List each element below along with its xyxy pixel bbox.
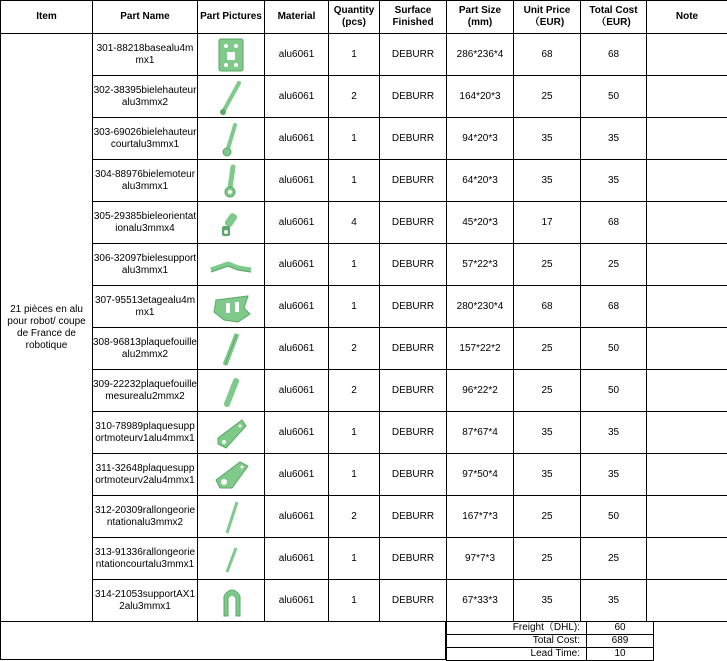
material-cell: alu6061 (265, 244, 329, 286)
header-part-name: Part Name (93, 1, 198, 34)
table-row (1, 76, 727, 118)
unit-price-cell: 35 (514, 454, 581, 496)
part-size-cell: 97*50*4 (447, 454, 514, 496)
total-cost-cell: 50 (581, 370, 647, 412)
quantity-cell: 1 (329, 286, 380, 328)
quantity-cell: 2 (329, 328, 380, 370)
freight-value: 60 (587, 622, 654, 635)
header-part-size: Part Size (mm) (447, 1, 514, 34)
unit-price-cell: 17 (514, 202, 581, 244)
table-row (1, 580, 727, 622)
part-name-cell: 306-32097bielesupportalu3mmx1 (93, 244, 198, 286)
note-cell (647, 76, 727, 118)
long-rod-icon (202, 78, 260, 116)
total-cost-cell: 50 (581, 76, 647, 118)
note-cell (647, 118, 727, 160)
part-picture-cell (198, 538, 265, 580)
part-picture-cell (198, 286, 265, 328)
note-cell (647, 454, 727, 496)
material-cell: alu6061 (265, 34, 329, 76)
table-row (1, 496, 727, 538)
part-size-cell: 64*20*3 (447, 160, 514, 202)
part-picture-cell (198, 412, 265, 454)
table-row (1, 454, 727, 496)
unit-price-cell: 68 (514, 286, 581, 328)
material-cell: alu6061 (265, 286, 329, 328)
totals-footer (0, 621, 727, 660)
unit-price-cell: 25 (514, 76, 581, 118)
table-row (1, 34, 727, 76)
part-picture-cell (198, 118, 265, 160)
extension-short-icon (202, 540, 260, 578)
part-size-cell: 87*67*4 (447, 412, 514, 454)
quantity-cell: 1 (329, 118, 380, 160)
part-name-cell: 301-88218basealu4mmx1 (93, 34, 198, 76)
table-row (1, 118, 727, 160)
part-name-cell: 302-38395bielehauteuralu3mmx2 (93, 76, 198, 118)
note-cell (647, 412, 727, 454)
totals-table (446, 621, 654, 661)
table-row (1, 370, 727, 412)
part-size-cell: 280*230*4 (447, 286, 514, 328)
ax12-support-icon (202, 582, 260, 620)
total-cost-label: Total Cost: (447, 635, 587, 648)
quantity-cell: 2 (329, 76, 380, 118)
surface-finish-cell: DEBURR (380, 286, 447, 328)
note-cell (647, 496, 727, 538)
motor-plate-v1-icon (202, 414, 260, 452)
part-size-cell: 164*20*3 (447, 76, 514, 118)
total-cost-cell: 35 (581, 160, 647, 202)
part-name-cell: 314-21053supportAX12alu3mmx1 (93, 580, 198, 622)
part-size-cell: 157*22*2 (447, 328, 514, 370)
header-part-pictures: Part Pictures (198, 1, 265, 34)
total-cost-cell: 50 (581, 496, 647, 538)
quantity-cell: 1 (329, 34, 380, 76)
header-row (1, 1, 727, 34)
material-cell: alu6061 (265, 496, 329, 538)
header-item: Item (1, 1, 93, 34)
material-cell: alu6061 (265, 202, 329, 244)
table-row (1, 412, 727, 454)
note-cell (647, 538, 727, 580)
material-cell: alu6061 (265, 454, 329, 496)
material-cell: alu6061 (265, 160, 329, 202)
lead-time-label: Lead Time: (447, 648, 587, 661)
part-name-cell: 308-96813plaquefouillealu2mmx2 (93, 328, 198, 370)
part-picture-cell (198, 160, 265, 202)
part-picture-cell (198, 202, 265, 244)
table-row (1, 328, 727, 370)
surface-finish-cell: DEBURR (380, 34, 447, 76)
short-strip-icon (202, 372, 260, 410)
note-cell (647, 202, 727, 244)
surface-finish-cell: DEBURR (380, 370, 447, 412)
part-size-cell: 167*7*3 (447, 496, 514, 538)
quantity-cell: 1 (329, 244, 380, 286)
quantity-cell: 1 (329, 538, 380, 580)
part-size-cell: 45*20*3 (447, 202, 514, 244)
table-row (1, 244, 727, 286)
freight-row (447, 622, 654, 635)
part-size-cell: 96*22*2 (447, 370, 514, 412)
note-cell (647, 160, 727, 202)
unit-price-cell: 25 (514, 328, 581, 370)
part-picture-cell (198, 370, 265, 412)
material-cell: alu6061 (265, 538, 329, 580)
part-name-cell: 310-78989plaquesupportmoteurv1alu4mmx1 (93, 412, 198, 454)
note-cell (647, 370, 727, 412)
motor-link-icon (202, 162, 260, 200)
part-size-cell: 94*20*3 (447, 118, 514, 160)
part-name-cell: 307-95513etagealu4mmx1 (93, 286, 198, 328)
unit-price-cell: 35 (514, 118, 581, 160)
extension-long-icon (202, 498, 260, 536)
note-cell (647, 328, 727, 370)
surface-finish-cell: DEBURR (380, 412, 447, 454)
unit-price-cell: 35 (514, 160, 581, 202)
total-cost-cell: 35 (581, 118, 647, 160)
surface-finish-cell: DEBURR (380, 76, 447, 118)
header-quantity: Quantity (pcs) (329, 1, 380, 34)
surface-finish-cell: DEBURR (380, 328, 447, 370)
total-cost-cell: 25 (581, 538, 647, 580)
part-picture-cell (198, 580, 265, 622)
unit-price-cell: 25 (514, 538, 581, 580)
part-picture-cell (198, 244, 265, 286)
surface-finish-cell: DEBURR (380, 160, 447, 202)
part-size-cell: 97*7*3 (447, 538, 514, 580)
header-unit-price: Unit Price （EUR) (514, 1, 581, 34)
note-cell (647, 286, 727, 328)
lead-time-value: 10 (587, 648, 654, 661)
part-picture-cell (198, 496, 265, 538)
material-cell: alu6061 (265, 76, 329, 118)
part-name-cell: 311-32648plaquesupportmoteurv2alu4mmx1 (93, 454, 198, 496)
unit-price-cell: 25 (514, 496, 581, 538)
total-cost-cell: 50 (581, 328, 647, 370)
quantity-cell: 1 (329, 580, 380, 622)
total-cost-cell: 35 (581, 412, 647, 454)
header-material: Material (265, 1, 329, 34)
header-note: Note (647, 1, 727, 34)
part-name-cell: 312-20309rallongeorientationalu3mmx2 (93, 496, 198, 538)
quantity-cell: 2 (329, 496, 380, 538)
total-cost-cell: 35 (581, 454, 647, 496)
material-cell: alu6061 (265, 412, 329, 454)
base-plate-icon (202, 36, 260, 74)
surface-finish-cell: DEBURR (380, 118, 447, 160)
part-size-cell: 286*236*4 (447, 34, 514, 76)
total-cost-cell: 35 (581, 580, 647, 622)
note-cell (647, 580, 727, 622)
surface-finish-cell: DEBURR (380, 454, 447, 496)
header-total-cost: Total Cost （EUR) (581, 1, 647, 34)
surface-finish-cell: DEBURR (380, 202, 447, 244)
quantity-cell: 2 (329, 370, 380, 412)
quantity-cell: 1 (329, 412, 380, 454)
part-name-cell: 303-69026bielehauteurcourtalu3mmx1 (93, 118, 198, 160)
long-strip-icon (202, 330, 260, 368)
material-cell: alu6061 (265, 118, 329, 160)
material-cell: alu6061 (265, 328, 329, 370)
motor-plate-v2-icon (202, 456, 260, 494)
lead-time-row (447, 648, 654, 661)
part-picture-cell (198, 328, 265, 370)
part-size-cell: 67*33*3 (447, 580, 514, 622)
surface-finish-cell: DEBURR (380, 496, 447, 538)
surface-finish-cell: DEBURR (380, 538, 447, 580)
part-picture-cell (198, 454, 265, 496)
part-name-cell: 309-22232plaquefouillemesurealu2mmx2 (93, 370, 198, 412)
unit-price-cell: 25 (514, 244, 581, 286)
table-row (1, 202, 727, 244)
part-picture-cell (198, 34, 265, 76)
unit-price-cell: 68 (514, 34, 581, 76)
bent-bracket-icon (202, 246, 260, 284)
total-cost-cell: 68 (581, 286, 647, 328)
surface-finish-cell: DEBURR (380, 244, 447, 286)
stage-plate-icon (202, 288, 260, 326)
quantity-cell: 4 (329, 202, 380, 244)
header-surface-finished: Surface Finished (380, 1, 447, 34)
note-cell (647, 34, 727, 76)
total-cost-value: 689 (587, 635, 654, 648)
note-cell (647, 244, 727, 286)
quantity-cell: 1 (329, 454, 380, 496)
surface-finish-cell: DEBURR (380, 580, 447, 622)
part-name-cell: 305-29385bieleorientationalu3mmx4 (93, 202, 198, 244)
total-cost-cell: 68 (581, 34, 647, 76)
part-picture-cell (198, 76, 265, 118)
unit-price-cell: 35 (514, 412, 581, 454)
small-link-icon (202, 204, 260, 242)
unit-price-cell: 35 (514, 580, 581, 622)
table-row (1, 160, 727, 202)
total-cost-row (447, 635, 654, 648)
total-cost-cell: 68 (581, 202, 647, 244)
quantity-cell: 1 (329, 160, 380, 202)
part-name-cell: 313-91336rallongeorientationcourtalu3mmx1 (93, 538, 198, 580)
footer-blank-cell (0, 621, 446, 660)
part-size-cell: 57*22*3 (447, 244, 514, 286)
table-row (1, 286, 727, 328)
freight-label: Freight（DHL): (447, 622, 587, 635)
short-rod-icon (202, 120, 260, 158)
material-cell: alu6061 (265, 370, 329, 412)
table-row (1, 538, 727, 580)
unit-price-cell: 25 (514, 370, 581, 412)
material-cell: alu6061 (265, 580, 329, 622)
item-group-cell: 21 pièces en alu pour robot/ coupe de France de robotique (1, 34, 93, 622)
part-name-cell: 304-88976bielemoteuralu3mmx1 (93, 160, 198, 202)
total-cost-cell: 25 (581, 244, 647, 286)
